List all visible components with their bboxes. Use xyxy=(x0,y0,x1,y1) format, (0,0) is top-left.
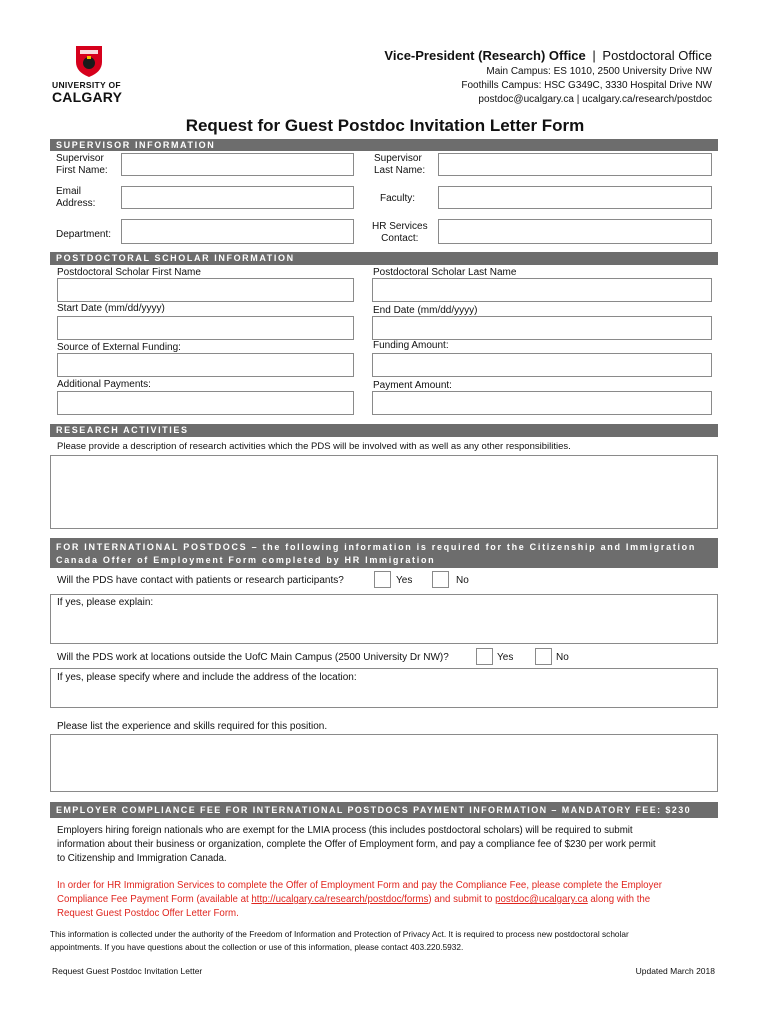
fee-paragraph: Employers hiring foreign nationals who are exempt for the LMIA process (this includes postdoctoral scholars) will be required to submit information about their business or organization, complete the Offer of Employment form, and pay a compliance fee of $230 per work permit to Citizenship and Immigration Canada. xyxy=(57,825,656,864)
patients-no-label: No xyxy=(456,575,469,586)
funding-source-input[interactable] xyxy=(57,353,354,377)
start-date-input[interactable] xyxy=(57,316,354,340)
header-office xyxy=(384,48,712,64)
fee-instructions: In order for HR Immigration Services to complete the Offer of Employment Form and pay the Compliance Fee, please complete the Employer Compliance Fee Payment Form (available at http://ucalgary.ca/research/postdoc/forms) and submit to postdoc@ucalgary.ca along with the Request Guest Postdoc Offer Letter Form. xyxy=(57,880,663,919)
payment-amount-label: Payment Amount: xyxy=(373,380,452,391)
supervisor-last-name-label: Supervisor Last Name: xyxy=(374,153,426,176)
header-contact: postdoc@ucalgary.ca | ucalgary.ca/research/postdoc xyxy=(478,94,712,105)
email-input[interactable] xyxy=(121,186,354,209)
department-label: Department: xyxy=(56,229,112,240)
international-section-header xyxy=(50,538,718,568)
payment-amount-input[interactable] xyxy=(372,391,712,415)
scholar-last-name-input[interactable] xyxy=(372,278,712,302)
patients-no-checkbox[interactable] xyxy=(432,571,449,588)
logo-line1: UNIVERSITY OF xyxy=(52,80,121,90)
header-address2: Foothills Campus: HSC G349C, 3330 Hospital Drive NW xyxy=(461,80,712,91)
locations-no-label: No xyxy=(556,652,569,663)
additional-payments-input[interactable] xyxy=(57,391,354,415)
email-label: Email Address: xyxy=(56,186,96,209)
page-title: Request for Guest Postdoc Invitation Letter Form xyxy=(185,116,585,135)
funding-source-label: Source of External Funding: xyxy=(57,342,181,353)
additional-payments-label: Additional Payments: xyxy=(57,379,151,390)
research-section-header: RESEARCH ACTIVITIES xyxy=(50,424,718,437)
department-input[interactable] xyxy=(121,219,354,244)
end-date-label: End Date (mm/dd/yyyy) xyxy=(373,305,478,316)
skills-textarea[interactable] xyxy=(50,734,718,792)
office-rest: Postdoctoral Office xyxy=(602,48,712,63)
funding-amount-label: Funding Amount: xyxy=(373,340,449,351)
supervisor-section-header: SUPERVISOR INFORMATION xyxy=(50,139,718,151)
faculty-label: Faculty: xyxy=(380,193,416,204)
postdoc-email-link[interactable]: postdoc@ucalgary.ca xyxy=(495,894,588,905)
end-date-input[interactable] xyxy=(372,316,712,340)
supervisor-last-name-input[interactable] xyxy=(438,153,712,176)
locations-specify-label: If yes, please specify where and include the address of the location: xyxy=(57,672,357,683)
supervisor-first-name-label: Supervisor First Name: xyxy=(56,153,108,176)
scholar-first-name-input[interactable] xyxy=(57,278,354,302)
skills-label: Please list the experience and skills required for this position. xyxy=(57,721,328,732)
footer-right: Updated March 2018 xyxy=(635,966,715,976)
patients-explain-label: If yes, please explain: xyxy=(57,597,154,608)
hr-contact-label: HR Services Contact: xyxy=(372,221,428,244)
scholar-section-header: POSTDOCTORAL SCHOLAR INFORMATION xyxy=(50,252,718,265)
locations-yes-checkbox[interactable] xyxy=(476,648,493,665)
header-address1: Main Campus: ES 1010, 2500 University Drive NW xyxy=(486,66,712,77)
patients-question: Will the PDS have contact with patients or research participants? xyxy=(57,575,344,586)
research-description-textarea[interactable] xyxy=(50,455,718,529)
logo-line2: CALGARY xyxy=(52,89,123,105)
supervisor-first-name-input[interactable] xyxy=(121,153,354,176)
locations-yes-label: Yes xyxy=(497,652,514,663)
locations-no-checkbox[interactable] xyxy=(535,648,552,665)
start-date-label: Start Date (mm/dd/yyyy) xyxy=(57,303,165,314)
scholar-last-name-label: Postdoctoral Scholar Last Name xyxy=(373,267,517,278)
international-heading-line1: FOR INTERNATIONAL POSTDOCS – the following information is required for the Citizenship and Immigration xyxy=(56,542,697,552)
forms-link[interactable]: http://ucalgary.ca/research/postdoc/forms xyxy=(251,894,429,905)
office-separator: | xyxy=(592,48,596,63)
funding-amount-input[interactable] xyxy=(372,353,712,377)
patients-yes-checkbox[interactable] xyxy=(374,571,391,588)
locations-question: Will the PDS work at locations outside the UofC Main Campus (2500 University Dr NW)? xyxy=(57,652,449,663)
patients-yes-label: Yes xyxy=(396,575,413,586)
office-bold: Vice-President (Research) Office xyxy=(384,48,586,63)
hr-contact-input[interactable] xyxy=(438,219,712,244)
privacy-notice: This information is collected under the authority of the Freedom of Information and Protection of Privacy Act. It is required to process new postdoctoral scholar appointments. If you have questions about the collection or use of this information, please contact 403.220.5932. xyxy=(50,929,629,952)
research-prompt: Please provide a description of research activities which the PDS will be involved with as well as any other responsibilities. xyxy=(57,441,571,452)
footer-left: Request Guest Postdoc Invitation Letter xyxy=(52,966,203,976)
international-heading-line2: Canada Offer of Employment Form completed by HR Immigration xyxy=(56,555,436,565)
university-logo xyxy=(52,44,132,106)
scholar-first-name-label: Postdoctoral Scholar First Name xyxy=(57,267,201,278)
faculty-input[interactable] xyxy=(438,186,712,209)
fee-section-header: EMPLOYER COMPLIANCE FEE FOR INTERNATIONAL POSTDOCS PAYMENT INFORMATION – MANDATORY FEE: $230 xyxy=(50,802,718,818)
crest-icon xyxy=(74,44,104,78)
